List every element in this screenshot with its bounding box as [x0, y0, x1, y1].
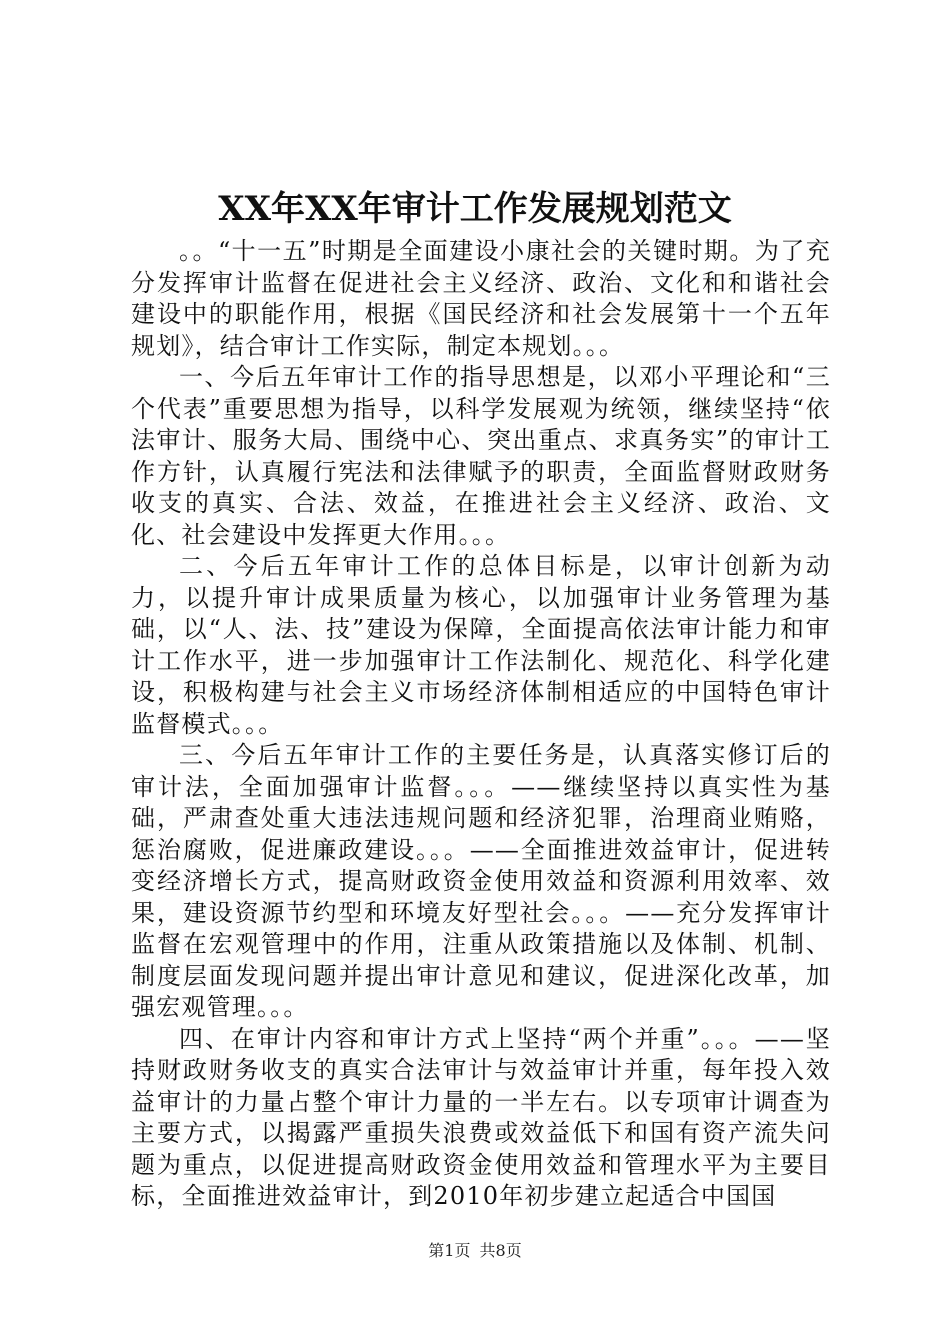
paragraph-overall-goal: 二、今后五年审计工作的总体目标是，以审计创新为动力，以提升审计成果质量为核心，以加强审计业务管理为基础，以“人、法、技”建设为保障，全面提高依法审计能力和审计工作水平，进一步加强审计工作法制化、规范化、科学化建设，积极构建与社会主义市场经济体制相适应的中国特色审计监督模式。。。 [131, 552, 831, 738]
page-number: 第1页 [428, 1241, 471, 1260]
paragraph-intro: 。。“十一五”时期是全面建设小康社会的关键时期。为了充分发挥审计监督在促进社会主义经济、政治、文化和和谐社会建设中的职能作用，根据《国民经济和社会发展第十一个五年规划》，结合审计工作实际，制定本规划。。。 [131, 237, 831, 360]
paragraph-guiding-thought: 一、今后五年审计工作的指导思想是，以邓小平理论和“三个代表”重要思想为指导，以科学发展观为统领，继续坚持“依法审计、服务大局、围绕中心、突出重点、求真务实”的审计工作方针，认真履行宪法和法律赋予的职责，全面监督财政财务收支的真实、合法、效益，在推进社会主义经济、政治、文化、社会建设中发挥更大作用。。。 [131, 363, 831, 549]
paragraph-two-emphases: 四、在审计内容和审计方式上坚持“两个并重”。。。——坚持财政财务收支的真实合法审计与效益审计并重，每年投入效益审计的力量占整个审计力量的一半左右。以专项审计调查为主要方式，以揭露严重损失浪费或效益低下和国有资产流失问题为重点，以促进提高财政资金使用效益和管理水平为主要目标，全面推进效益审计，到2010年初步建立起适合中国国 [131, 1024, 831, 1210]
page-total: 共8页 [479, 1241, 522, 1260]
document-title: XX年XX年审计工作发展规划范文 [218, 189, 732, 229]
page-footer [0, 1241, 950, 1261]
paragraph-main-tasks: 三、今后五年审计工作的主要任务是，认真落实修订后的审计法，全面加强审计监督。。。——继续坚持以真实性为基础，严肃查处重大违法违规问题和经济犯罪，治理商业贿赂，惩治腐败，促进廉政建设。。。——全面推进效益审计，促进转变经济增长方式，提高财政资金使用效益和资源利用效率、效果，建设资源节约型和环境友好型社会。。。——充分发挥审计监督在宏观管理中的作用，注重从政策措施以及体制、机制、制度层面发现问题并提出审计意见和建议，促进深化改革，加强宏观管理。。。 [131, 741, 831, 1021]
document-body [131, 236, 831, 1213]
